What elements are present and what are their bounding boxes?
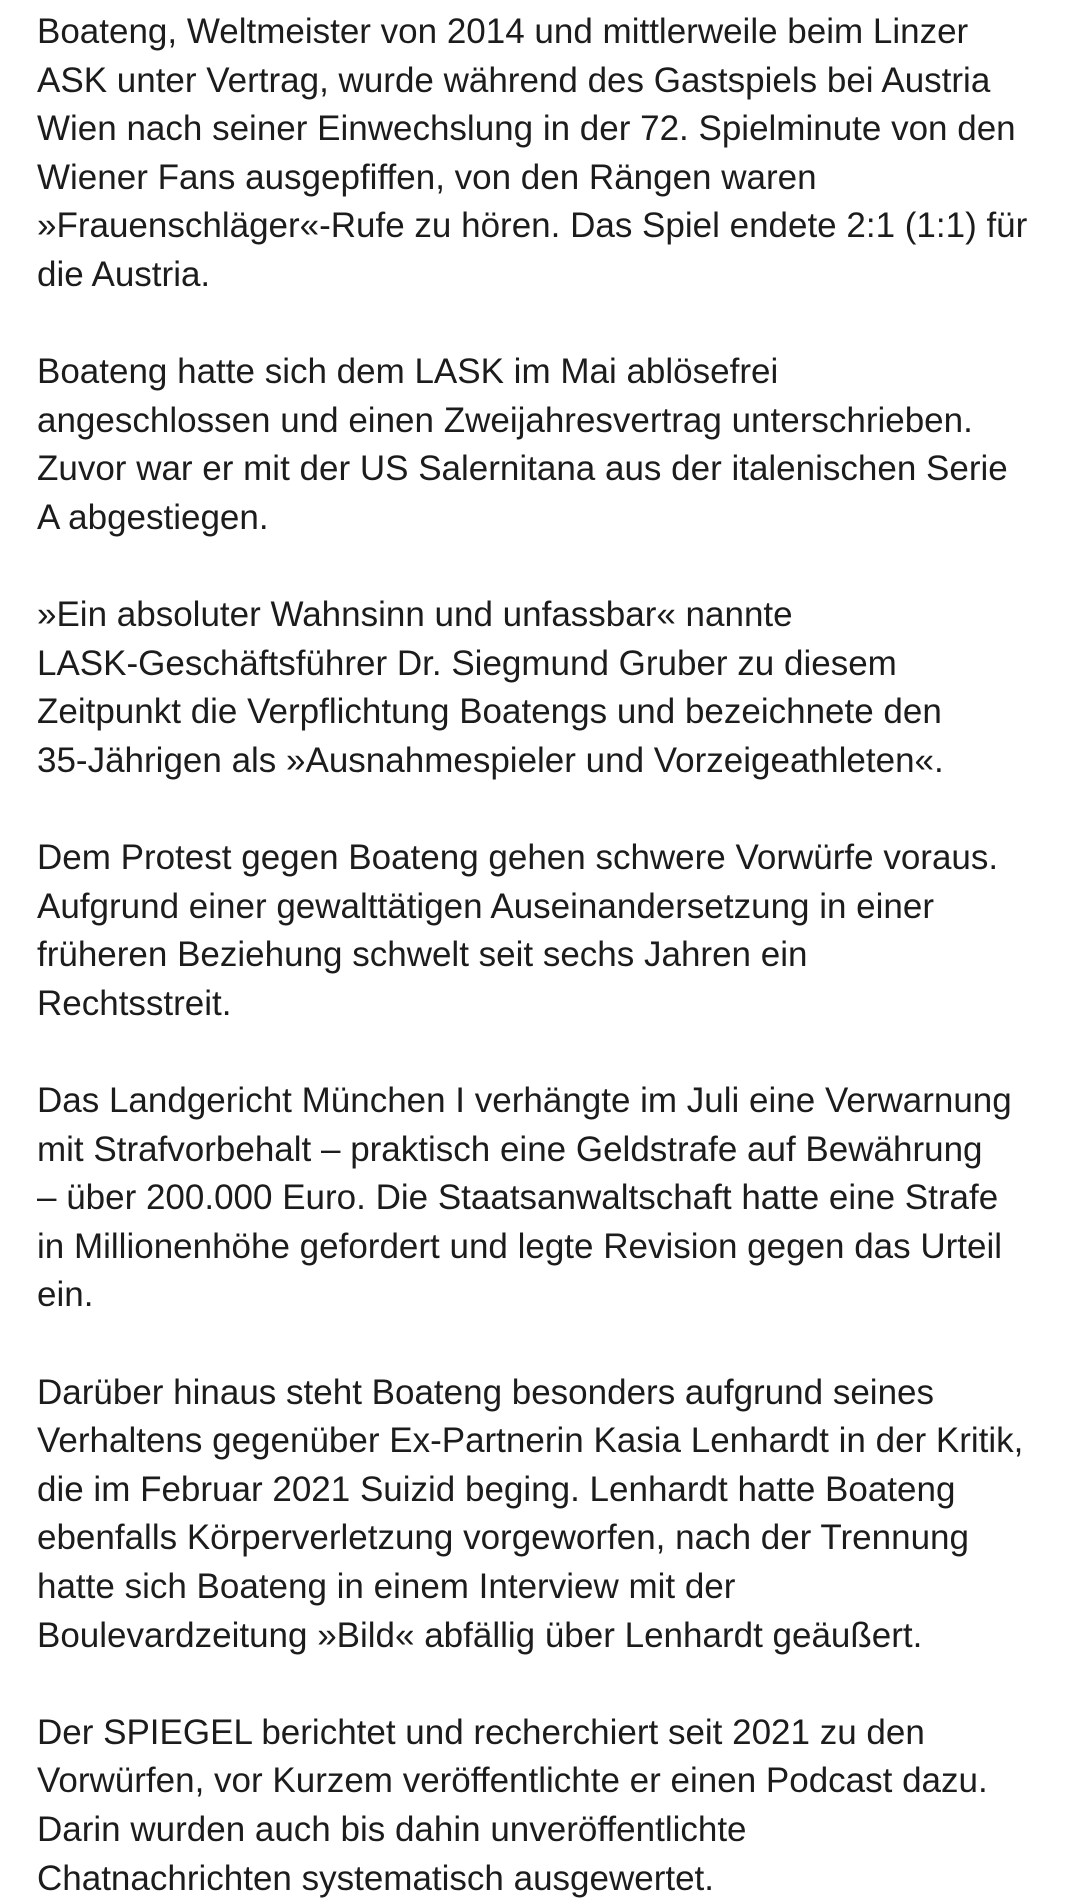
article-paragraph: Dem Protest gegen Boateng gehen schwere Vorwürfe voraus. Aufgrund einer gewalttätigen Auseinandersetzung in einer früheren Beziehung schwelt seit sechs Jahren ein Rechtsstreit.	[37, 838, 999, 1023]
article-paragraph: Der SPIEGEL berichtet und recherchiert seit 2021 zu den Vorwürfen, vor Kurzem veröffentlichte er einen Podcast dazu. Darin wurden auch bis dahin unveröffentlichte Chatnachrichten systematisch ausgewertet.	[37, 1712, 988, 1898]
article-body	[37, 8, 1057, 1903]
article-paragraph: »Ein absoluter Wahnsinn und unfassbar« nannte LASK-Geschäftsführer Dr. Siegmund Gruber zu diesem Zeitpunkt die Verpflichtung Boatengs und bezeichnete den 35-Jährigen als »Ausnahmespieler und Vorzeigeathleten«.	[37, 595, 944, 780]
article-paragraph: Das Landgericht München I verhängte im Juli eine Verwarnung mit Strafvorbehalt – praktisch eine Geldstrafe auf Bewährung – über 200.000 Euro. Die Staatsanwaltschaft hatte eine Strafe in Millionenhöhe gefordert und legte Revision gegen das Urteil ein.	[37, 1081, 1012, 1315]
article-paragraph: Boateng hatte sich dem LASK im Mai ablösefrei angeschlossen und einen Zweijahresvertrag unterschrieben. Zuvor war er mit der US Salernitana aus der italenischen Serie A abgestiegen.	[37, 352, 1008, 537]
article-paragraph: Darüber hinaus steht Boateng besonders aufgrund seines Verhaltens gegenüber Ex-Partnerin Kasia Lenhardt in der Kritik, die im Februar 2021 Suizid beging. Lenhardt hatte Boateng ebenfalls Körperverletzung vorgeworfen, nach der Trennung hatte sich Boateng in einem Interview mit der Boulevardzeitung »Bild« abfällig über Lenhardt geäußert.	[37, 1372, 1024, 1655]
article-paragraph: Boateng, Weltmeister von 2014 und mittlerweile beim Linzer ASK unter Vertrag, wurde während des Gastspiels bei Austria Wien nach seiner Einwechslung in der 72. Spielminute von den Wiener Fans ausgepfiffen, von den Rängen waren »Frauenschläger«-Rufe zu hören. Das Spiel endete 2:1 (1:1) für die Austria.	[37, 12, 1028, 294]
